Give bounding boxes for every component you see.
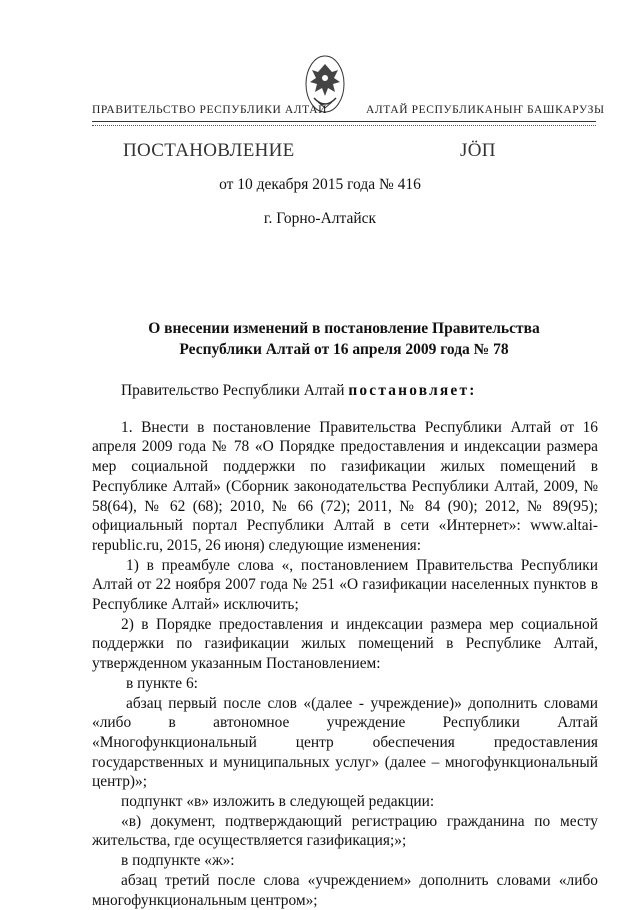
resolution-lead (92, 381, 598, 401)
paragraph: 1) в преамбуле слова «, постановлением Правительства Республики Алтай от 22 ноября 2007 года № 251 «О газификации населенных пунктов в Республике Алтай» исключить; (92, 556, 598, 614)
doc-type-altai: ЈӦП (460, 140, 496, 161)
org-name-altai: АЛТАЙ РЕСПУБЛИКАНЫҤ БАШКАРУЗЫ (366, 104, 605, 116)
header-rule-dotted (92, 125, 596, 126)
header-rule (92, 121, 596, 122)
paragraph: абзац первый после слов «(далее - учреждение)» дополнить словами «либо в автономное учреждение Республики Алтай «Многофункциональный центр обеспечения предоставления государственных и муниципальных услуг» (далее – многофункциональный центр)»; (92, 694, 598, 791)
paragraph: 2) в Порядке предоставления и индексации размера мер социальной поддержки по газификации жилых помещений в Республике Алтай, утвержденном указанным Постановлением: (92, 615, 598, 673)
paragraph: в подпункте «ж»: (121, 852, 235, 870)
paragraph: подпункт «в» изложить в следующей редакции: (121, 793, 435, 811)
paragraph: 1. Внести в постановление Правительства Республики Алтай от 16 апреля 2009 года № 78 «О Порядке предоставления и индексации размера мер социальной поддержки по газификации жилых помещений в Республике Алтай» (Сборник законодательства Республики Алтай, 2009, № 58(64), № 62 (68); 2010, № 66 (72); 2011, № 84 (90); 2012, № 89(95); официальный портал Республики Алтай в сети «Интернет»: www.altai-republic.ru, 2015, 26 июня) следующие изменения: (92, 418, 598, 554)
lead-text: Правительство Республики Алтай (121, 382, 349, 399)
paragraph: абзац третий после слова «учреждением» дополнить словами «либо многофункциональным центром»; (92, 871, 598, 909)
title-line: О внесении изменений в постановление Правительства (148, 320, 540, 337)
title-line: Республики Алтай от 16 апреля 2009 года № 78 (179, 341, 509, 358)
document-title (92, 318, 596, 360)
paragraph: в пункте 6: (126, 674, 198, 692)
paragraph: «в) документ, подтверждающий регистрацию гражданина по месту жительства, где осуществляется газификация;»; (92, 812, 598, 850)
city: г. Горно-Алтайск (263, 210, 377, 227)
doc-type-russian: ПОСТАНОВЛЕНИЕ (123, 140, 295, 161)
date-number: от 10 декабря 2015 года № 416 (219, 176, 421, 193)
lead-bold: постановляет: (348, 382, 477, 399)
document-body (92, 381, 598, 910)
org-name-russian: ПРАВИТЕЛЬСТВО РЕСПУБЛИКИ АЛТАЙ (92, 104, 328, 116)
